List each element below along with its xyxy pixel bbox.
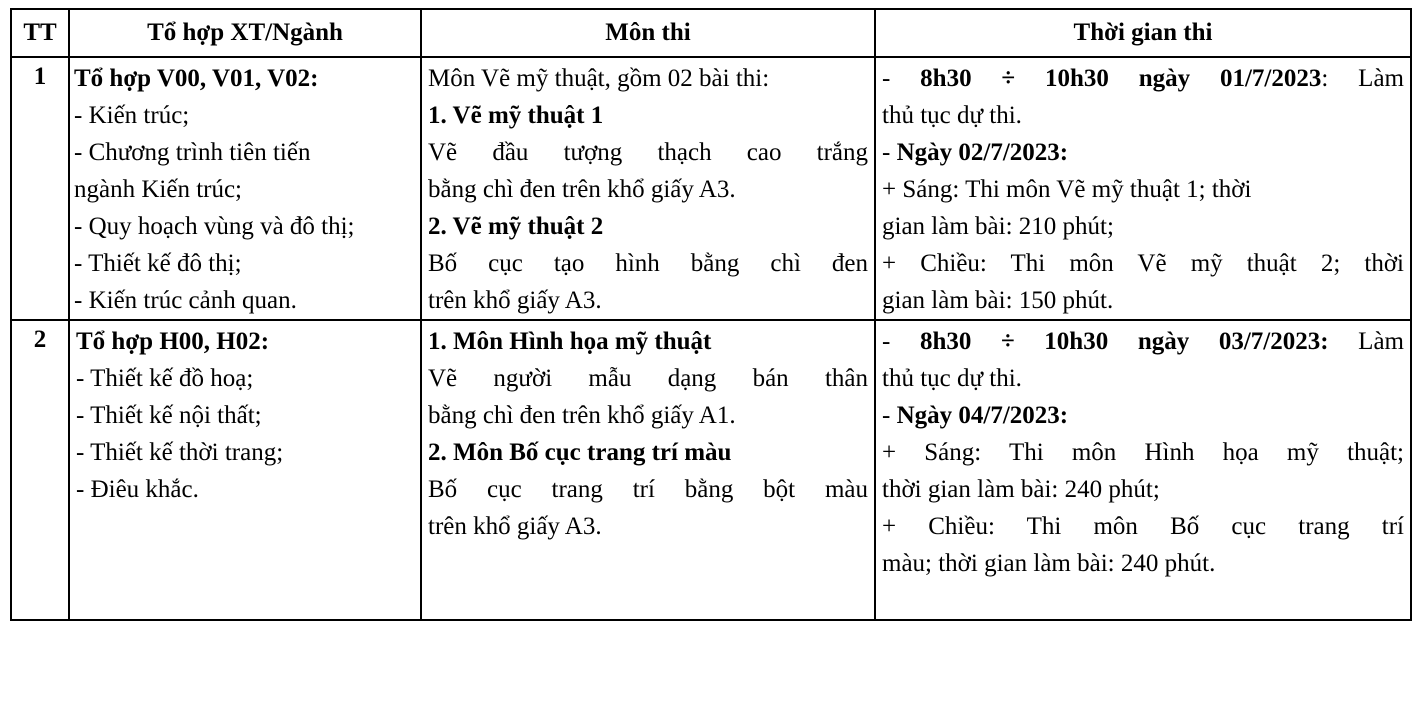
time-line: gian làm bài: 210 phút; (882, 213, 1114, 240)
time-line: + Chiều: Thi môn Bố cục trang trí (882, 513, 1404, 540)
time-line: + Sáng: Thi môn Vẽ mỹ thuật 1; thời (882, 176, 1252, 203)
row-number: 1 (11, 57, 69, 320)
group-item: - Thiết kế nội thất; (76, 402, 262, 429)
subject-cell (421, 57, 875, 320)
subject-desc: trên khổ giấy A3. (428, 287, 602, 314)
group-title: Tổ hợp H00, H02: (76, 328, 270, 355)
subject-heading: 1. Vẽ mỹ thuật 1 (428, 102, 604, 129)
subject-desc: trên khổ giấy A3. (428, 513, 602, 540)
row-number: 2 (11, 320, 69, 620)
time-line: + Sáng: Thi môn Hình họa mỹ thuật; (882, 439, 1404, 466)
subject-heading: 1. Môn Hình họa mỹ thuật (428, 328, 712, 355)
header-time: Thời gian thi (875, 9, 1411, 57)
time-line: thủ tục dự thi. (882, 102, 1022, 129)
group-item: ngành Kiến trúc; (74, 176, 243, 203)
subject-cell (421, 320, 875, 620)
subject-desc: Vẽ người mẫu dạng bán thân (428, 365, 868, 392)
time-cell (875, 57, 1411, 320)
group-cell (69, 57, 421, 320)
time-line: - Ngày 04/7/2023: (882, 402, 1069, 429)
time-line: màu; thời gian làm bài: 240 phút. (882, 550, 1216, 577)
group-title: Tổ hợp V00, V01, V02: (74, 65, 319, 92)
group-item: - Quy hoạch vùng và đô thị; (74, 213, 355, 240)
header-subject: Môn thi (421, 9, 875, 57)
table-header-row (11, 9, 1411, 57)
exam-schedule-table (10, 8, 1412, 621)
table-row (11, 57, 1411, 320)
time-cell (875, 320, 1411, 620)
table-row (11, 320, 1411, 620)
subject-heading: 2. Môn Bố cục trang trí màu (428, 439, 732, 466)
subject-desc: Bố cục tạo hình bằng chì đen (428, 250, 868, 277)
time-line: gian làm bài: 150 phút. (882, 287, 1114, 314)
header-tt: TT (11, 9, 69, 57)
subject-heading: 2. Vẽ mỹ thuật 2 (428, 213, 604, 240)
time-line: - Ngày 02/7/2023: (882, 139, 1069, 166)
group-item: - Kiến trúc cảnh quan. (74, 287, 297, 314)
group-item: - Thiết kế đồ hoạ; (76, 365, 254, 392)
subject-desc: bằng chì đen trên khổ giấy A1. (428, 402, 736, 429)
time-line: + Chiều: Thi môn Vẽ mỹ thuật 2; thời (882, 250, 1404, 277)
group-item: - Thiết kế đô thị; (74, 250, 242, 277)
group-cell (69, 320, 421, 620)
group-item: - Điêu khắc. (76, 476, 199, 503)
subject-intro: Môn Vẽ mỹ thuật, gồm 02 bài thi: (428, 65, 770, 92)
time-line: - 8h30 ÷ 10h30 ngày 01/7/2023: Làm (882, 65, 1404, 92)
header-group: Tổ hợp XT/Ngành (69, 9, 421, 57)
time-line: - 8h30 ÷ 10h30 ngày 03/7/2023: Làm (882, 328, 1404, 355)
time-line: thủ tục dự thi. (882, 365, 1022, 392)
group-item: - Thiết kế thời trang; (76, 439, 284, 466)
group-item: - Chương trình tiên tiến (74, 139, 311, 166)
group-item: - Kiến trúc; (74, 102, 190, 129)
subject-desc: bằng chì đen trên khổ giấy A3. (428, 176, 736, 203)
subject-desc: Vẽ đầu tượng thạch cao trắng (428, 139, 868, 166)
subject-desc: Bố cục trang trí bằng bột màu (428, 476, 868, 503)
time-line: thời gian làm bài: 240 phút; (882, 476, 1160, 503)
